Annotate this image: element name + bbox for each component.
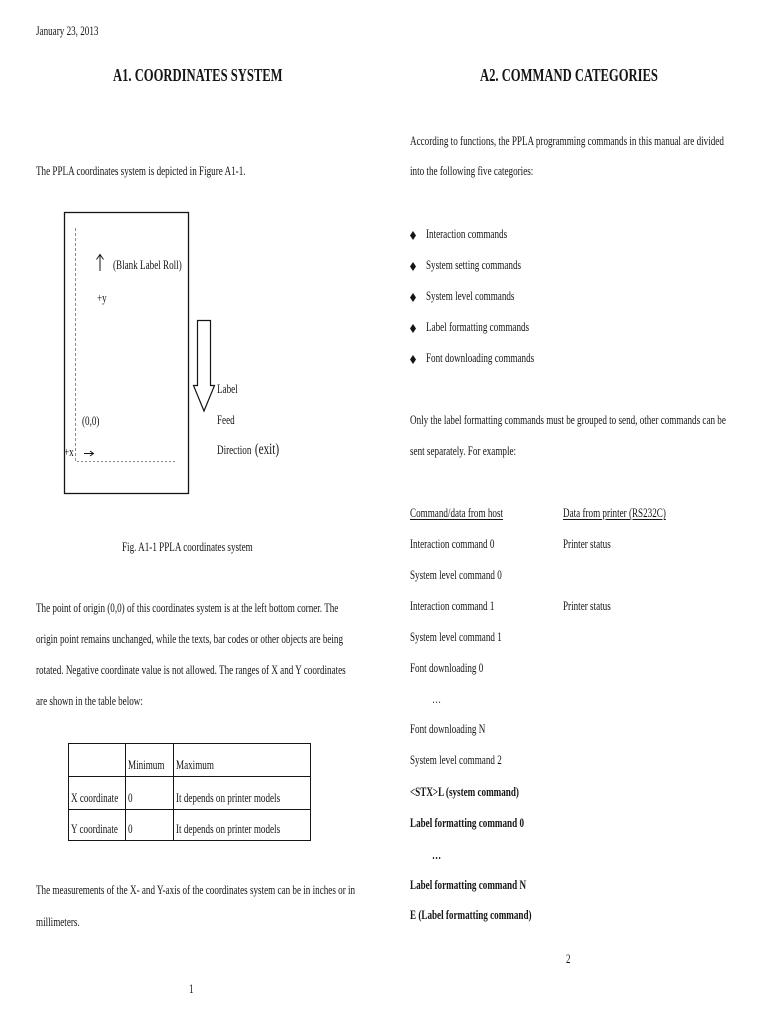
sequence-host-cell: System level command 2 xyxy=(410,752,502,767)
axis-name: X coordinate xyxy=(71,790,119,805)
page-number-left: 1 xyxy=(189,981,194,996)
units-paragraph-line: The measurements of the X- and Y-axis of the coordinates system can be in inches or in xyxy=(36,882,356,897)
categories-intro-line: into the following five categories: xyxy=(410,163,534,178)
diamond-bullet-icon xyxy=(410,355,416,364)
sequence-host-cell: Interaction command 1 xyxy=(410,598,495,613)
section-heading-coordinates-system: A1. COORDINATES SYSTEM xyxy=(113,65,283,85)
category-list-item: Label formatting commands xyxy=(426,319,530,334)
category-list-item: Interaction commands xyxy=(426,226,508,241)
coordinate-ranges-table xyxy=(68,743,311,841)
origin-label: (0,0) xyxy=(82,413,100,428)
sequence-header-printer: Data from printer (RS232C) xyxy=(563,505,666,520)
table-cell-minimum xyxy=(126,810,174,841)
column-header-minimum xyxy=(126,744,174,777)
page-number-right: 2 xyxy=(566,951,571,966)
table-cell-minimum xyxy=(126,777,174,810)
table-cell-axis xyxy=(69,777,126,810)
table-row xyxy=(69,777,311,810)
table-cell-maximum xyxy=(174,777,311,810)
sequence-host-cell: System level command 0 xyxy=(410,567,502,582)
arrow-right-icon xyxy=(84,451,94,456)
category-list-item: Font downloading commands xyxy=(426,350,535,365)
figure-caption: Fig. A1-1 PPLA coordinates system xyxy=(122,539,253,554)
direction-word: Direction xyxy=(217,442,252,457)
sequence-ellipsis: … xyxy=(432,691,442,706)
section-heading-command-categories: A2. COMMAND CATEGORIES xyxy=(480,65,658,85)
table-row xyxy=(69,810,311,841)
y-axis-label: +y xyxy=(97,290,107,305)
origin-paragraph-line: The point of origin (0,0) of this coordinates system is at the left bottom corner. The xyxy=(36,600,339,615)
sequence-host-cell: Font downloading 0 xyxy=(410,660,484,675)
category-list-item: System setting commands xyxy=(426,257,522,272)
sequence-header-host: Command/data from host xyxy=(410,505,504,520)
maximum-value: It depends on printer models xyxy=(176,790,281,805)
exit-word: (exit) xyxy=(254,441,280,458)
minimum-value: 0 xyxy=(128,790,133,805)
categories-intro-line: According to functions, the PPLA programming commands in this manual are divided xyxy=(410,133,724,148)
sequence-host-cell: Interaction command 0 xyxy=(410,536,495,551)
table-corner-cell xyxy=(69,744,126,777)
diamond-bullet-icon xyxy=(410,262,416,271)
table-cell-maximum xyxy=(174,810,311,841)
category-list-item: System level commands xyxy=(426,288,515,303)
origin-paragraph-line: origin point remains unchanged, while the texts, bar codes or other objects are being xyxy=(36,631,344,646)
grouping-note-line: sent separately. For example: xyxy=(410,443,517,458)
sequence-host-cell: Font downloading N xyxy=(410,721,486,736)
sequence-printer-cell: Printer status xyxy=(563,536,611,551)
sequence-host-cell: Label formatting command 0 xyxy=(410,815,525,830)
axis-name: Y coordinate xyxy=(71,821,118,836)
sequence-host-cell: E (Label formatting command) xyxy=(410,907,532,922)
table-header-row xyxy=(69,744,311,777)
table-cell-axis xyxy=(69,810,126,841)
origin-paragraph-line: are shown in the table below: xyxy=(36,693,143,708)
label-roll-frame xyxy=(65,213,189,494)
feed-direction-label xyxy=(217,442,279,458)
column-header-maximum xyxy=(174,744,311,777)
units-paragraph-line: millimeters. xyxy=(36,914,80,929)
coordinates-intro: The PPLA coordinates system is depicted in Figure A1-1. xyxy=(36,163,246,178)
roll-label: (Blank Label Roll) xyxy=(113,257,182,272)
arrow-up-icon xyxy=(97,255,104,272)
sequence-host-cell: System level command 1 xyxy=(410,629,502,644)
minimum-value: 0 xyxy=(128,821,133,836)
feed-label-line-2: Feed xyxy=(217,412,235,427)
diamond-bullet-icon xyxy=(410,231,416,240)
feed-label-line-1: Label xyxy=(217,381,238,396)
sequence-printer-cell: Printer status xyxy=(563,598,611,613)
sequence-ellipsis: … xyxy=(432,847,442,862)
hollow-arrow-down-icon xyxy=(194,321,215,412)
sequence-host-cell: Label formatting command N xyxy=(410,877,527,892)
column-header-minimum-label: Minimum xyxy=(128,757,165,772)
document-date: January 23, 2013 xyxy=(36,23,99,38)
grouping-note-line: Only the label formatting commands must be grouped to send, other commands can be xyxy=(410,412,726,427)
diamond-bullet-icon xyxy=(410,324,416,333)
origin-paragraph-line: rotated. Negative coordinate value is not allowed. The ranges of X and Y coordinates xyxy=(36,662,346,677)
sequence-host-cell: <STX>L (system command) xyxy=(410,784,519,799)
maximum-value: It depends on printer models xyxy=(176,821,281,836)
x-axis-label: +x xyxy=(64,444,74,459)
diamond-bullet-icon xyxy=(410,293,416,302)
column-header-maximum-label: Maximum xyxy=(176,757,214,772)
